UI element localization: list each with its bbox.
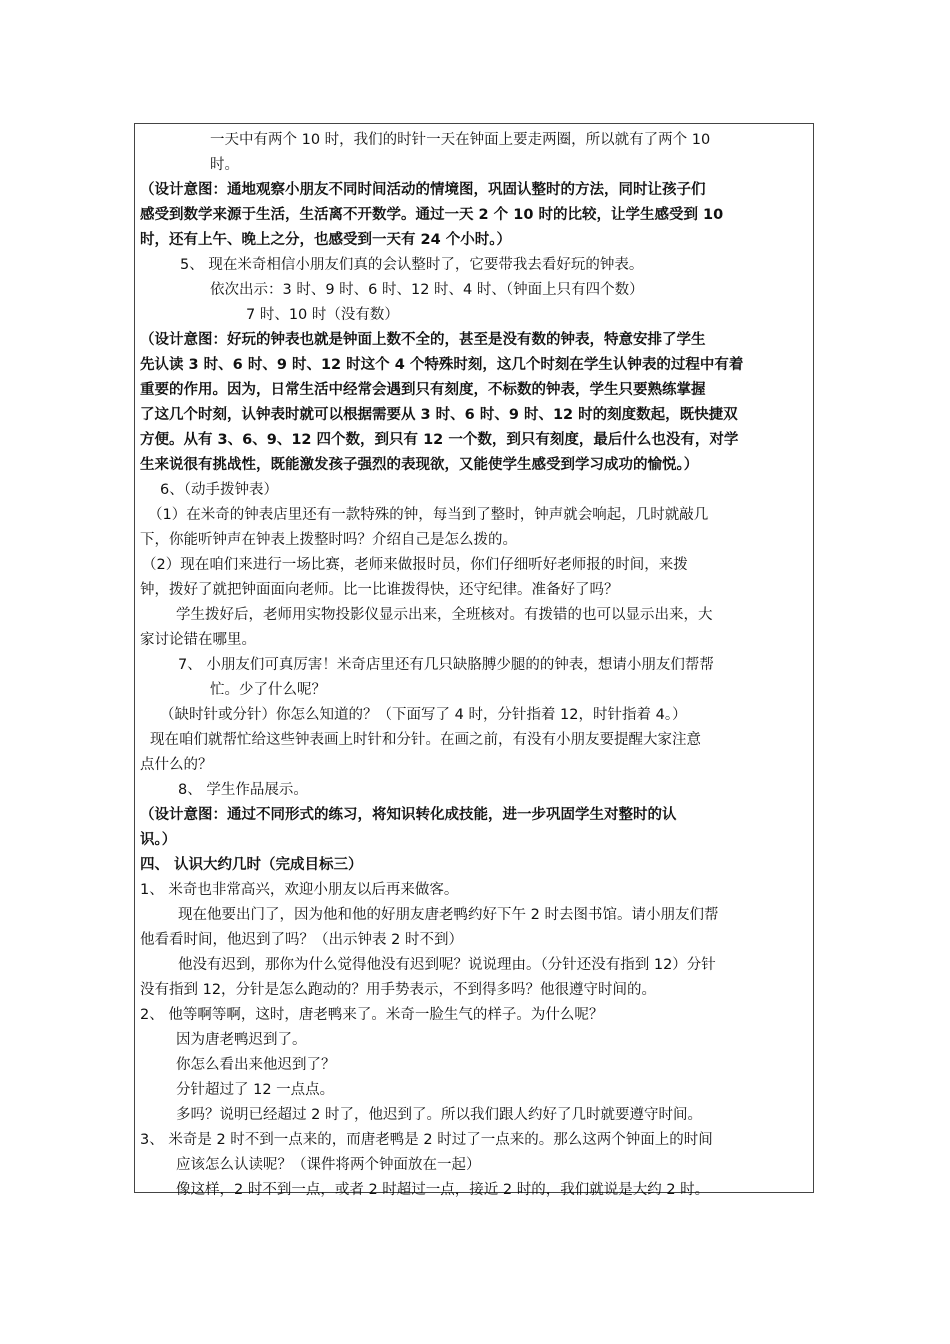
text-line: 8、 学生作品展示。 xyxy=(178,782,308,798)
design-intent-line: 重要的作用。因为，日常生活中经常会遇到只有刻度，不标数的钟表，学生只要熟练掌握 xyxy=(140,382,706,398)
text-line: 依次出示：3 时、9 时、6 时、12 时、4 时、（钟面上只有四个数） xyxy=(210,282,644,298)
text-line: 因为唐老鸭迟到了。 xyxy=(176,1032,307,1048)
text-line: 分针超过了 12 一点点。 xyxy=(176,1082,335,1098)
text-line: 7、 小朋友们可真厉害！米奇店里还有几只缺胳膊少腿的的钟表，想请小朋友们帮帮 xyxy=(178,657,714,673)
text-line: 3、 米奇是 2 时不到一点来的，而唐老鸭是 2 时过了一点来的。那么这两个钟面上的时间 xyxy=(140,1132,713,1148)
text-line: （缺时针或分针）你怎么知道的？（下面写了 4 时，分针指着 12，时针指着 4。） xyxy=(160,707,687,723)
design-intent-line: （设计意图：通地观察小朋友不同时间活动的情境图，巩固认整时的方法，同时让孩子们 xyxy=(140,182,706,198)
design-intent-line: （设计意图：通过不同形式的练习，将知识转化成技能，进一步巩固学生对整时的认 xyxy=(140,807,677,823)
text-line: 下，你能听钟声在钟表上拨整时吗？介绍自己是怎么拨的。 xyxy=(140,532,517,548)
text-line: 现在他要出门了，因为他和他的好朋友唐老鸭约好下午 2 时去图书馆。请小朋友们帮 xyxy=(178,907,719,923)
design-intent-line: 识。） xyxy=(140,832,177,848)
text-line: （1）在米奇的钟表店里还有一款特殊的钟，每当到了整时，钟声就会响起，几时就敲几 xyxy=(148,507,709,523)
text-line: 6、（动手拨钟表） xyxy=(160,482,278,498)
design-intent-line: 时，还有上午、晚上之分，也感受到一天有 24 个小时。） xyxy=(140,232,512,248)
text-line: 忙。少了什么呢？ xyxy=(210,682,326,698)
design-intent-line: 了这几个时刻，认钟表时就可以根据需要从 3 时、6 时、9 时、12 时的刻度数起，既快捷双 xyxy=(140,407,738,423)
text-line: 钟，拨好了就把钟面面向老师。比一比谁拨得快，还守纪律。准备好了吗？ xyxy=(140,582,619,598)
text-line: 你怎么看出来他迟到了？ xyxy=(176,1057,336,1073)
design-intent-line: （设计意图：好玩的钟表也就是钟面上数不全的，甚至是没有数的钟表，特意安排了学生 xyxy=(140,332,706,348)
design-intent-line: 感受到数学来源于生活，生活离不开数学。通过一天 2 个 10 时的比较，让学生感受到 10 xyxy=(140,207,724,223)
section-heading: 四、 认识大约几时（完成目标三） xyxy=(140,857,363,873)
design-intent-line: 生来说很有挑战性，既能激发孩子强烈的表现欲，又能使学生感受到学习成功的愉悦。） xyxy=(140,457,699,473)
text-line: 一天中有两个 10 时，我们的时针一天在钟面上要走两圈，所以就有了两个 10 xyxy=(210,132,711,148)
text-line: 时。 xyxy=(210,157,239,173)
text-line: 没有指到 12，分针是怎么跑动的？用手势表示，不到得多吗？他很遵守时间的。 xyxy=(140,982,657,998)
text-line: 1、 米奇也非常高兴，欢迎小朋友以后再来做客。 xyxy=(140,882,459,898)
text-line: 2、 他等啊等啊，这时，唐老鸭来了。米奇一脸生气的样子。为什么呢？ xyxy=(140,1007,604,1023)
text-line: 学生拨好后，老师用实物投影仪显示出来，全班核对。有拨错的也可以显示出来，大 xyxy=(176,607,713,623)
text-line: 多吗？说明已经超过 2 时了，他迟到了。所以我们跟人约好了几时就要遵守时间。 xyxy=(176,1107,702,1123)
text-line: 7 时、10 时（没有数） xyxy=(246,307,399,323)
text-line: 他看看时间，他迟到了吗？（出示钟表 2 时不到） xyxy=(140,932,463,948)
text-line: 现在咱们就帮忙给这些钟表画上时针和分针。在画之前，有没有小朋友要提醒大家注意 xyxy=(150,732,701,748)
text-line: 5、 现在米奇相信小朋友们真的会认整时了，它要带我去看好玩的钟表。 xyxy=(180,257,644,273)
text-line: 他没有迟到，那你为什么觉得他没有迟到呢？说说理由。（分针还没有指到 12）分针 xyxy=(178,957,716,973)
text-line: 像这样，2 时不到一点，或者 2 时超过一点，接近 2 时的，我们就说是大约 2 时。 xyxy=(176,1182,710,1198)
text-line: 家讨论错在哪里。 xyxy=(140,632,256,648)
text-line: （2）现在咱们来进行一场比赛，老师来做报时员，你们仔细听好老师报的时间，来拨 xyxy=(142,557,688,573)
design-intent-line: 方便。从有 3、6、9、12 四个数，到只有 12 一个数，到只有刻度，最后什么也没有，对学 xyxy=(140,432,739,448)
text-line: 点什么的？ xyxy=(140,757,213,773)
text-line: 应该怎么认读呢？（课件将两个钟面放在一起） xyxy=(176,1157,481,1173)
design-intent-line: 先认读 3 时、6 时、9 时、12 时这个 4 个特殊时刻，这几个时刻在学生认钟表的过程中有着 xyxy=(140,357,744,373)
